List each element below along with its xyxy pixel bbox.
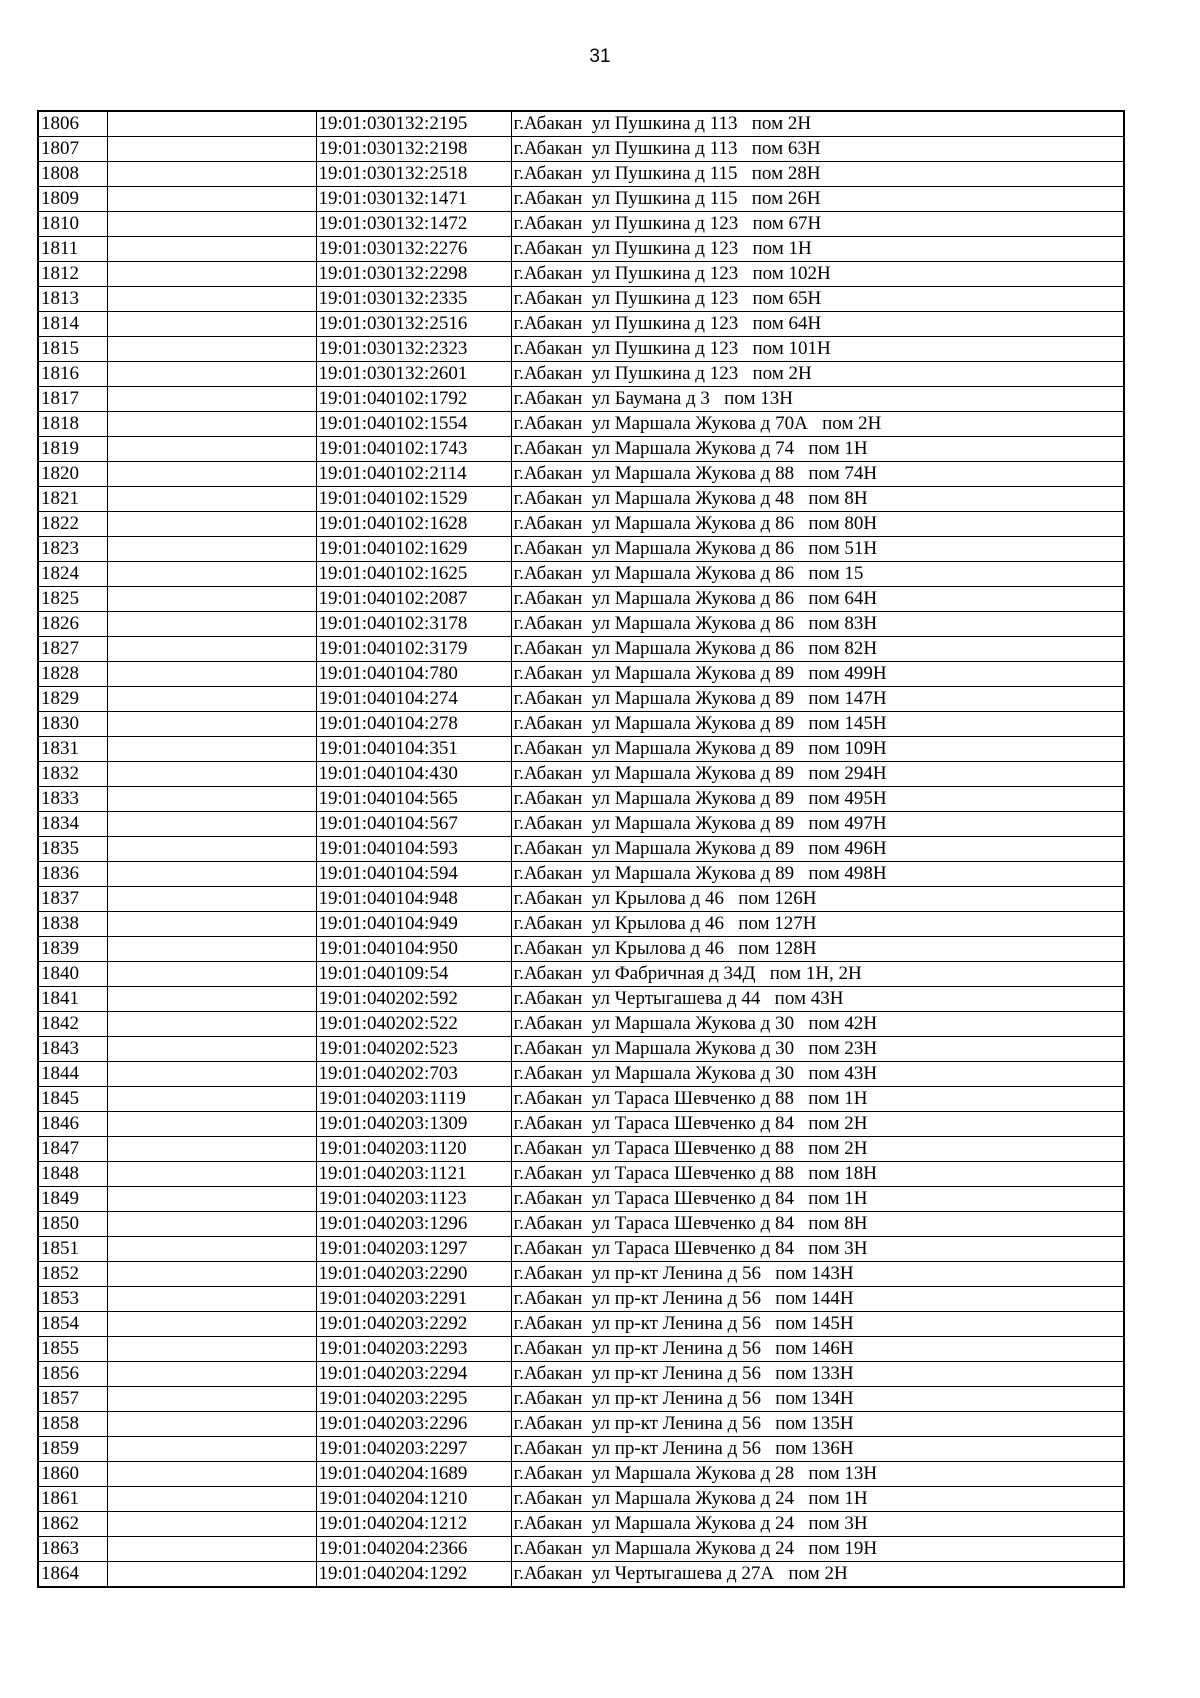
table-row [38, 287, 1124, 312]
row-number-cell: 1858 [38, 1412, 107, 1437]
empty-cell [107, 1287, 316, 1312]
address-cell: г.Абакан ул Маршала Жукова д 30 пом 23Н [511, 1037, 1124, 1062]
address-cell: г.Абакан ул Маршала Жукова д 28 пом 13Н [511, 1462, 1124, 1487]
row-number-cell: 1808 [38, 162, 107, 187]
empty-cell [107, 612, 316, 637]
address-cell: г.Абакан ул Маршала Жукова д 74 пом 1Н [511, 437, 1124, 462]
empty-cell [107, 887, 316, 912]
row-number-cell: 1845 [38, 1087, 107, 1112]
table-row [38, 1062, 1124, 1087]
address-cell: г.Абакан ул Маршала Жукова д 89 пом 109Н [511, 737, 1124, 762]
empty-cell [107, 987, 316, 1012]
table-row [38, 1512, 1124, 1537]
empty-cell [107, 111, 316, 137]
empty-cell [107, 1062, 316, 1087]
cadastral-number-cell: 19:01:040203:1123 [316, 1187, 511, 1212]
cadastral-number-cell: 19:01:040102:1625 [316, 562, 511, 587]
cadastral-number-cell: 19:01:030132:2195 [316, 111, 511, 137]
cadastral-number-cell: 19:01:040104:351 [316, 737, 511, 762]
table-row [38, 1187, 1124, 1212]
address-cell: г.Абакан ул Пушкина д 123 пом 64Н [511, 312, 1124, 337]
row-number-cell: 1807 [38, 137, 107, 162]
row-number-cell: 1839 [38, 937, 107, 962]
cadastral-number-cell: 19:01:040104:949 [316, 912, 511, 937]
empty-cell [107, 962, 316, 987]
table-row [38, 1112, 1124, 1137]
cadastral-number-cell: 19:01:040102:1529 [316, 487, 511, 512]
cadastral-number-cell: 19:01:040104:950 [316, 937, 511, 962]
row-number-cell: 1846 [38, 1112, 107, 1137]
table-row [38, 1137, 1124, 1162]
table-row [38, 587, 1124, 612]
empty-cell [107, 812, 316, 837]
empty-cell [107, 1487, 316, 1512]
address-cell: г.Абакан ул Маршала Жукова д 48 пом 8Н [511, 487, 1124, 512]
address-cell: г.Абакан ул Маршала Жукова д 86 пом 64Н [511, 587, 1124, 612]
table-row [38, 1212, 1124, 1237]
table-row [38, 1337, 1124, 1362]
row-number-cell: 1818 [38, 412, 107, 437]
row-number-cell: 1863 [38, 1537, 107, 1562]
table-row [38, 437, 1124, 462]
empty-cell [107, 187, 316, 212]
row-number-cell: 1826 [38, 612, 107, 637]
table-row [38, 412, 1124, 437]
table-row [38, 1412, 1124, 1437]
address-cell: г.Абакан ул Маршала Жукова д 86 пом 15 [511, 562, 1124, 587]
table-row [38, 387, 1124, 412]
table-row [38, 912, 1124, 937]
cadastral-number-cell: 19:01:040102:2087 [316, 587, 511, 612]
row-number-cell: 1849 [38, 1187, 107, 1212]
table-row [38, 637, 1124, 662]
row-number-cell: 1834 [38, 812, 107, 837]
row-number-cell: 1857 [38, 1387, 107, 1412]
empty-cell [107, 587, 316, 612]
empty-cell [107, 1262, 316, 1287]
cadastral-number-cell: 19:01:040104:948 [316, 887, 511, 912]
address-cell: г.Абакан ул Маршала Жукова д 70А пом 2Н [511, 412, 1124, 437]
cadastral-number-cell: 19:01:040102:1743 [316, 437, 511, 462]
cadastral-number-cell: 19:01:040203:1297 [316, 1237, 511, 1262]
address-cell: г.Абакан ул Баумана д 3 пом 13Н [511, 387, 1124, 412]
table-row [38, 1312, 1124, 1337]
address-cell: г.Абакан ул Крылова д 46 пом 128Н [511, 937, 1124, 962]
cadastral-number-cell: 19:01:040203:1120 [316, 1137, 511, 1162]
empty-cell [107, 1362, 316, 1387]
empty-cell [107, 1437, 316, 1462]
row-number-cell: 1814 [38, 312, 107, 337]
cadastral-number-cell: 19:01:040202:523 [316, 1037, 511, 1062]
table-row [38, 562, 1124, 587]
cadastral-number-cell: 19:01:040204:1292 [316, 1562, 511, 1588]
empty-cell [107, 912, 316, 937]
cadastral-number-cell: 19:01:040104:780 [316, 662, 511, 687]
row-number-cell: 1822 [38, 512, 107, 537]
empty-cell [107, 1237, 316, 1262]
table-row [38, 262, 1124, 287]
address-cell: г.Абакан ул Пушкина д 123 пом 1Н [511, 237, 1124, 262]
row-number-cell: 1828 [38, 662, 107, 687]
empty-cell [107, 1012, 316, 1037]
table-row [38, 812, 1124, 837]
cadastral-number-cell: 19:01:040102:1628 [316, 512, 511, 537]
address-cell: г.Абакан ул Маршала Жукова д 89 пом 294Н [511, 762, 1124, 787]
table-row [38, 1237, 1124, 1262]
table-row [38, 1287, 1124, 1312]
row-number-cell: 1830 [38, 712, 107, 737]
empty-cell [107, 1512, 316, 1537]
address-cell: г.Абакан ул Маршала Жукова д 86 пом 80Н [511, 512, 1124, 537]
row-number-cell: 1837 [38, 887, 107, 912]
empty-cell [107, 1562, 316, 1588]
cadastral-number-cell: 19:01:040104:278 [316, 712, 511, 737]
cadastral-number-cell: 19:01:030132:2518 [316, 162, 511, 187]
cadastral-number-cell: 19:01:040203:1296 [316, 1212, 511, 1237]
address-cell: г.Абакан ул Чертыгашева д 44 пом 43Н [511, 987, 1124, 1012]
cadastral-number-cell: 19:01:030132:1472 [316, 212, 511, 237]
cadastral-number-cell: 19:01:030132:2323 [316, 337, 511, 362]
row-number-cell: 1844 [38, 1062, 107, 1087]
table-row [38, 512, 1124, 537]
cadastral-number-cell: 19:01:040203:2294 [316, 1362, 511, 1387]
row-number-cell: 1859 [38, 1437, 107, 1462]
empty-cell [107, 762, 316, 787]
row-number-cell: 1843 [38, 1037, 107, 1062]
table-row [38, 862, 1124, 887]
row-number-cell: 1831 [38, 737, 107, 762]
row-number-cell: 1832 [38, 762, 107, 787]
empty-cell [107, 212, 316, 237]
cadastral-number-cell: 19:01:040203:2292 [316, 1312, 511, 1337]
cadastral-number-cell: 19:01:030132:2298 [316, 262, 511, 287]
property-register-table [37, 110, 1125, 1588]
address-cell: г.Абакан ул Маршала Жукова д 86 пом 83Н [511, 612, 1124, 637]
table-row [38, 1537, 1124, 1562]
empty-cell [107, 937, 316, 962]
cadastral-number-cell: 19:01:040203:2293 [316, 1337, 511, 1362]
table-row [38, 1562, 1124, 1588]
empty-cell [107, 412, 316, 437]
address-cell: г.Абакан ул Пушкина д 115 пом 26Н [511, 187, 1124, 212]
address-cell: г.Абакан ул Крылова д 46 пом 127Н [511, 912, 1124, 937]
cadastral-number-cell: 19:01:040203:2297 [316, 1437, 511, 1462]
table-row [38, 312, 1124, 337]
cadastral-number-cell: 19:01:040203:1119 [316, 1087, 511, 1112]
cadastral-number-cell: 19:01:040102:1554 [316, 412, 511, 437]
address-cell: г.Абакан ул Пушкина д 115 пом 28Н [511, 162, 1124, 187]
row-number-cell: 1860 [38, 1462, 107, 1487]
cadastral-number-cell: 19:01:040203:1121 [316, 1162, 511, 1187]
cadastral-number-cell: 19:01:040203:2296 [316, 1412, 511, 1437]
empty-cell [107, 1312, 316, 1337]
address-cell: г.Абакан ул Пушкина д 113 пом 63Н [511, 137, 1124, 162]
address-cell: г.Абакан ул пр-кт Ленина д 56 пом 136Н [511, 1437, 1124, 1462]
row-number-cell: 1835 [38, 837, 107, 862]
empty-cell [107, 1387, 316, 1412]
table-row [38, 937, 1124, 962]
table-row [38, 1362, 1124, 1387]
address-cell: г.Абакан ул Тараса Шевченко д 84 пом 1Н [511, 1187, 1124, 1212]
row-number-cell: 1838 [38, 912, 107, 937]
row-number-cell: 1864 [38, 1562, 107, 1588]
address-cell: г.Абакан ул Маршала Жукова д 30 пом 43Н [511, 1062, 1124, 1087]
row-number-cell: 1852 [38, 1262, 107, 1287]
cadastral-number-cell: 19:01:040104:567 [316, 812, 511, 837]
table-row [38, 187, 1124, 212]
cadastral-number-cell: 19:01:040203:2290 [316, 1262, 511, 1287]
address-cell: г.Абакан ул Тараса Шевченко д 88 пом 1Н [511, 1087, 1124, 1112]
empty-cell [107, 1112, 316, 1137]
address-cell: г.Абакан ул Тараса Шевченко д 84 пом 3Н [511, 1237, 1124, 1262]
row-number-cell: 1856 [38, 1362, 107, 1387]
table-row [38, 662, 1124, 687]
address-cell: г.Абакан ул Тараса Шевченко д 88 пом 2Н [511, 1137, 1124, 1162]
empty-cell [107, 1137, 316, 1162]
empty-cell [107, 462, 316, 487]
table-row [38, 837, 1124, 862]
address-cell: г.Абакан ул Пушкина д 123 пом 65Н [511, 287, 1124, 312]
empty-cell [107, 712, 316, 737]
address-cell: г.Абакан ул Маршала Жукова д 24 пом 19Н [511, 1537, 1124, 1562]
address-cell: г.Абакан ул Пушкина д 113 пом 2Н [511, 111, 1124, 137]
address-cell: г.Абакан ул Маршала Жукова д 89 пом 145Н [511, 712, 1124, 737]
address-cell: г.Абакан ул Фабричная д 34Д пом 1Н, 2Н [511, 962, 1124, 987]
row-number-cell: 1847 [38, 1137, 107, 1162]
address-cell: г.Абакан ул Тараса Шевченко д 88 пом 18Н [511, 1162, 1124, 1187]
cadastral-number-cell: 19:01:040104:565 [316, 787, 511, 812]
row-number-cell: 1840 [38, 962, 107, 987]
table-row [38, 1462, 1124, 1487]
table-row [38, 687, 1124, 712]
cadastral-number-cell: 19:01:040202:522 [316, 1012, 511, 1037]
row-number-cell: 1851 [38, 1237, 107, 1262]
address-cell: г.Абакан ул Маршала Жукова д 89 пом 147Н [511, 687, 1124, 712]
empty-cell [107, 312, 316, 337]
address-cell: г.Абакан ул пр-кт Ленина д 56 пом 133Н [511, 1362, 1124, 1387]
row-number-cell: 1836 [38, 862, 107, 887]
address-cell: г.Абакан ул Маршала Жукова д 24 пом 3Н [511, 1512, 1124, 1537]
page-number: 31 [589, 46, 611, 67]
table-row [38, 887, 1124, 912]
table-body [38, 111, 1124, 1587]
empty-cell [107, 662, 316, 687]
cadastral-number-cell: 19:01:040102:1792 [316, 387, 511, 412]
cadastral-number-cell: 19:01:040204:1689 [316, 1462, 511, 1487]
cadastral-number-cell: 19:01:030132:1471 [316, 187, 511, 212]
table-row [38, 712, 1124, 737]
cadastral-number-cell: 19:01:040102:2114 [316, 462, 511, 487]
address-cell: г.Абакан ул Крылова д 46 пом 126Н [511, 887, 1124, 912]
cadastral-number-cell: 19:01:040204:1210 [316, 1487, 511, 1512]
table-row [38, 1012, 1124, 1037]
cadastral-number-cell: 19:01:030132:2516 [316, 312, 511, 337]
row-number-cell: 1841 [38, 987, 107, 1012]
address-cell: г.Абакан ул Чертыгашева д 27А пом 2Н [511, 1562, 1124, 1588]
row-number-cell: 1820 [38, 462, 107, 487]
empty-cell [107, 787, 316, 812]
cadastral-number-cell: 19:01:040104:430 [316, 762, 511, 787]
cadastral-number-cell: 19:01:040102:1629 [316, 537, 511, 562]
row-number-cell: 1853 [38, 1287, 107, 1312]
cadastral-number-cell: 19:01:040203:2291 [316, 1287, 511, 1312]
cadastral-number-cell: 19:01:040202:592 [316, 987, 511, 1012]
row-number-cell: 1823 [38, 537, 107, 562]
address-cell: г.Абакан ул Маршала Жукова д 86 пом 82Н [511, 637, 1124, 662]
address-cell: г.Абакан ул Пушкина д 123 пом 2Н [511, 362, 1124, 387]
empty-cell [107, 137, 316, 162]
empty-cell [107, 287, 316, 312]
cadastral-number-cell: 19:01:030132:2276 [316, 237, 511, 262]
address-cell: г.Абакан ул Маршала Жукова д 88 пом 74Н [511, 462, 1124, 487]
row-number-cell: 1816 [38, 362, 107, 387]
cadastral-number-cell: 19:01:040203:2295 [316, 1387, 511, 1412]
empty-cell [107, 162, 316, 187]
cadastral-number-cell: 19:01:030132:2335 [316, 287, 511, 312]
empty-cell [107, 1462, 316, 1487]
empty-cell [107, 862, 316, 887]
table-row [38, 1037, 1124, 1062]
address-cell: г.Абакан ул пр-кт Ленина д 56 пом 146Н [511, 1337, 1124, 1362]
cadastral-number-cell: 19:01:040204:2366 [316, 1537, 511, 1562]
row-number-cell: 1829 [38, 687, 107, 712]
empty-cell [107, 437, 316, 462]
table-row [38, 362, 1124, 387]
row-number-cell: 1848 [38, 1162, 107, 1187]
row-number-cell: 1813 [38, 287, 107, 312]
address-cell: г.Абакан ул Маршала Жукова д 89 пом 498Н [511, 862, 1124, 887]
cadastral-number-cell: 19:01:030132:2198 [316, 137, 511, 162]
empty-cell [107, 637, 316, 662]
empty-cell [107, 1212, 316, 1237]
table-row [38, 237, 1124, 262]
row-number-cell: 1855 [38, 1337, 107, 1362]
table-row [38, 762, 1124, 787]
table-row [38, 487, 1124, 512]
empty-cell [107, 487, 316, 512]
address-cell: г.Абакан ул пр-кт Ленина д 56 пом 134Н [511, 1387, 1124, 1412]
address-cell: г.Абакан ул Тараса Шевченко д 84 пом 2Н [511, 1112, 1124, 1137]
row-number-cell: 1806 [38, 111, 107, 137]
table-row [38, 1487, 1124, 1512]
empty-cell [107, 1037, 316, 1062]
address-cell: г.Абакан ул Маршала Жукова д 89 пом 499Н [511, 662, 1124, 687]
address-cell: г.Абакан ул Маршала Жукова д 89 пом 497Н [511, 812, 1124, 837]
row-number-cell: 1842 [38, 1012, 107, 1037]
address-cell: г.Абакан ул Маршала Жукова д 24 пом 1Н [511, 1487, 1124, 1512]
cadastral-number-cell: 19:01:040202:703 [316, 1062, 511, 1087]
address-cell: г.Абакан ул пр-кт Ленина д 56 пом 135Н [511, 1412, 1124, 1437]
table-row [38, 962, 1124, 987]
table-row [38, 162, 1124, 187]
row-number-cell: 1811 [38, 237, 107, 262]
row-number-cell: 1809 [38, 187, 107, 212]
table-row [38, 337, 1124, 362]
cadastral-number-cell: 19:01:040204:1212 [316, 1512, 511, 1537]
table-row [38, 1437, 1124, 1462]
table-row [38, 1262, 1124, 1287]
empty-cell [107, 1412, 316, 1437]
cadastral-number-cell: 19:01:040102:3178 [316, 612, 511, 637]
table-row [38, 1387, 1124, 1412]
table-row [38, 137, 1124, 162]
row-number-cell: 1817 [38, 387, 107, 412]
row-number-cell: 1827 [38, 637, 107, 662]
row-number-cell: 1861 [38, 1487, 107, 1512]
cadastral-number-cell: 19:01:040104:593 [316, 837, 511, 862]
address-cell: г.Абакан ул Тараса Шевченко д 84 пом 8Н [511, 1212, 1124, 1237]
row-number-cell: 1850 [38, 1212, 107, 1237]
row-number-cell: 1862 [38, 1512, 107, 1537]
empty-cell [107, 237, 316, 262]
table-row [38, 1087, 1124, 1112]
table-row [38, 111, 1124, 137]
address-cell: г.Абакан ул пр-кт Ленина д 56 пом 143Н [511, 1262, 1124, 1287]
address-cell: г.Абакан ул Пушкина д 123 пом 101Н [511, 337, 1124, 362]
cadastral-number-cell: 19:01:040109:54 [316, 962, 511, 987]
row-number-cell: 1821 [38, 487, 107, 512]
table-row [38, 1162, 1124, 1187]
empty-cell [107, 1162, 316, 1187]
address-cell: г.Абакан ул пр-кт Ленина д 56 пом 144Н [511, 1287, 1124, 1312]
row-number-cell: 1825 [38, 587, 107, 612]
empty-cell [107, 687, 316, 712]
empty-cell [107, 1337, 316, 1362]
address-cell: г.Абакан ул Маршала Жукова д 86 пом 51Н [511, 537, 1124, 562]
address-cell: г.Абакан ул Маршала Жукова д 89 пом 496Н [511, 837, 1124, 862]
address-cell: г.Абакан ул Пушкина д 123 пом 67Н [511, 212, 1124, 237]
cadastral-number-cell: 19:01:040203:1309 [316, 1112, 511, 1137]
row-number-cell: 1810 [38, 212, 107, 237]
row-number-cell: 1819 [38, 437, 107, 462]
empty-cell [107, 512, 316, 537]
table-row [38, 737, 1124, 762]
address-cell: г.Абакан ул пр-кт Ленина д 56 пом 145Н [511, 1312, 1124, 1337]
table-row [38, 212, 1124, 237]
address-cell: г.Абакан ул Пушкина д 123 пом 102Н [511, 262, 1124, 287]
table-row [38, 612, 1124, 637]
cadastral-number-cell: 19:01:040104:274 [316, 687, 511, 712]
row-number-cell: 1854 [38, 1312, 107, 1337]
row-number-cell: 1815 [38, 337, 107, 362]
empty-cell [107, 737, 316, 762]
empty-cell [107, 1537, 316, 1562]
cadastral-number-cell: 19:01:040102:3179 [316, 637, 511, 662]
empty-cell [107, 1187, 316, 1212]
empty-cell [107, 337, 316, 362]
address-cell: г.Абакан ул Маршала Жукова д 30 пом 42Н [511, 1012, 1124, 1037]
address-cell: г.Абакан ул Маршала Жукова д 89 пом 495Н [511, 787, 1124, 812]
table-row [38, 537, 1124, 562]
empty-cell [107, 387, 316, 412]
table-row [38, 462, 1124, 487]
table-row [38, 787, 1124, 812]
empty-cell [107, 837, 316, 862]
empty-cell [107, 262, 316, 287]
cadastral-number-cell: 19:01:040104:594 [316, 862, 511, 887]
row-number-cell: 1824 [38, 562, 107, 587]
empty-cell [107, 562, 316, 587]
empty-cell [107, 1087, 316, 1112]
empty-cell [107, 362, 316, 387]
row-number-cell: 1833 [38, 787, 107, 812]
table-row [38, 987, 1124, 1012]
empty-cell [107, 537, 316, 562]
row-number-cell: 1812 [38, 262, 107, 287]
cadastral-number-cell: 19:01:030132:2601 [316, 362, 511, 387]
